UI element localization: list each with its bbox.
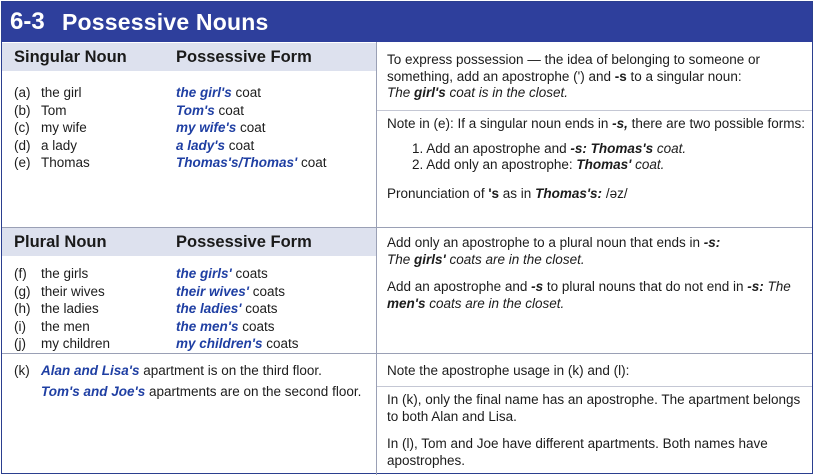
singular-list	[14, 84, 90, 172]
list-item: (j) my children	[14, 336, 111, 351]
singular-possessive-header: Possessive Form	[176, 48, 312, 66]
plural-possessive-header: Possessive Form	[176, 233, 312, 251]
plural-list	[14, 265, 110, 353]
list-item: (h) the ladies	[14, 301, 99, 316]
list-item: (b) Tom	[14, 102, 67, 118]
note-e: Note in (e): If a singular noun ends in -s, there are two possible forms: 1. Add an apostrophe and -s: Thomas's coat. 2. Add only an apostrophe: Thomas' coat. Pronunciation of 's as in Thomas's: /əz/	[387, 116, 805, 201]
list-item: the girls' coats	[176, 266, 268, 281]
column-divider	[376, 42, 377, 475]
chart-number: 6-3	[10, 8, 45, 35]
note-divider-2	[377, 386, 812, 387]
note-kl-intro: Note the apostrophe usage in (k) and (l):	[387, 363, 630, 378]
list-item: (i) the men	[14, 318, 90, 334]
list-item: the ladies' coats	[176, 301, 278, 316]
list-item: a lady's coat	[176, 137, 255, 153]
list-item: (g) their wives	[14, 283, 105, 299]
list-item: (e) Thomas	[14, 155, 90, 170]
singular-noun-header: Singular Noun	[14, 48, 127, 66]
list-item: Thomas's/Thomas' coat	[176, 155, 327, 170]
list-item: the girl's coat	[176, 85, 262, 100]
example-l: Tom's and Joe's apartments are on the second floor.	[41, 384, 362, 399]
plural-noun-header: Plural Noun	[14, 233, 107, 251]
explanation-plural-s: Add only an apostrophe to a plural noun that ends in -s: The girls' coats are in the closet.	[387, 235, 721, 267]
list-item: my children's coats	[176, 336, 299, 351]
note-l: In (l), Tom and Joe have different apartments. Both names have apostrophes.	[387, 436, 768, 468]
example-k: (k) Alan and Lisa's apartment is on the third floor.	[14, 363, 322, 378]
title-bar	[2, 2, 812, 42]
explanation-plural-no-s: Add an apostrophe and -s to plural nouns that do not end in -s: The men's coats are in the closet.	[387, 279, 791, 311]
note-divider-1	[377, 110, 812, 111]
singular-possessive-list	[176, 84, 326, 172]
list-item: (d) a lady	[14, 137, 78, 153]
list-item: Tom's coat	[176, 102, 244, 118]
list-item: (c) my wife	[14, 120, 87, 135]
list-item: (f) the girls	[14, 266, 89, 281]
section-divider-kl	[2, 353, 812, 354]
grammar-chart	[1, 1, 813, 474]
list-item: (a) the girl	[14, 85, 82, 100]
list-item: the men's coats	[176, 318, 275, 334]
chart-title: Possessive Nouns	[62, 9, 269, 35]
plural-possessive-list	[176, 265, 299, 353]
list-item: their wives' coats	[176, 283, 286, 299]
note-k: In (k), only the final name has an apostrophe. The apartment belongs to both Alan and Lisa.	[387, 392, 801, 424]
explanation-singular: To express possession — the idea of belonging to someone or something, add an apostrophe (') and -s to a singular noun: The girl's coat is in the closet.	[387, 52, 760, 101]
list-item: my wife's coat	[176, 120, 266, 135]
